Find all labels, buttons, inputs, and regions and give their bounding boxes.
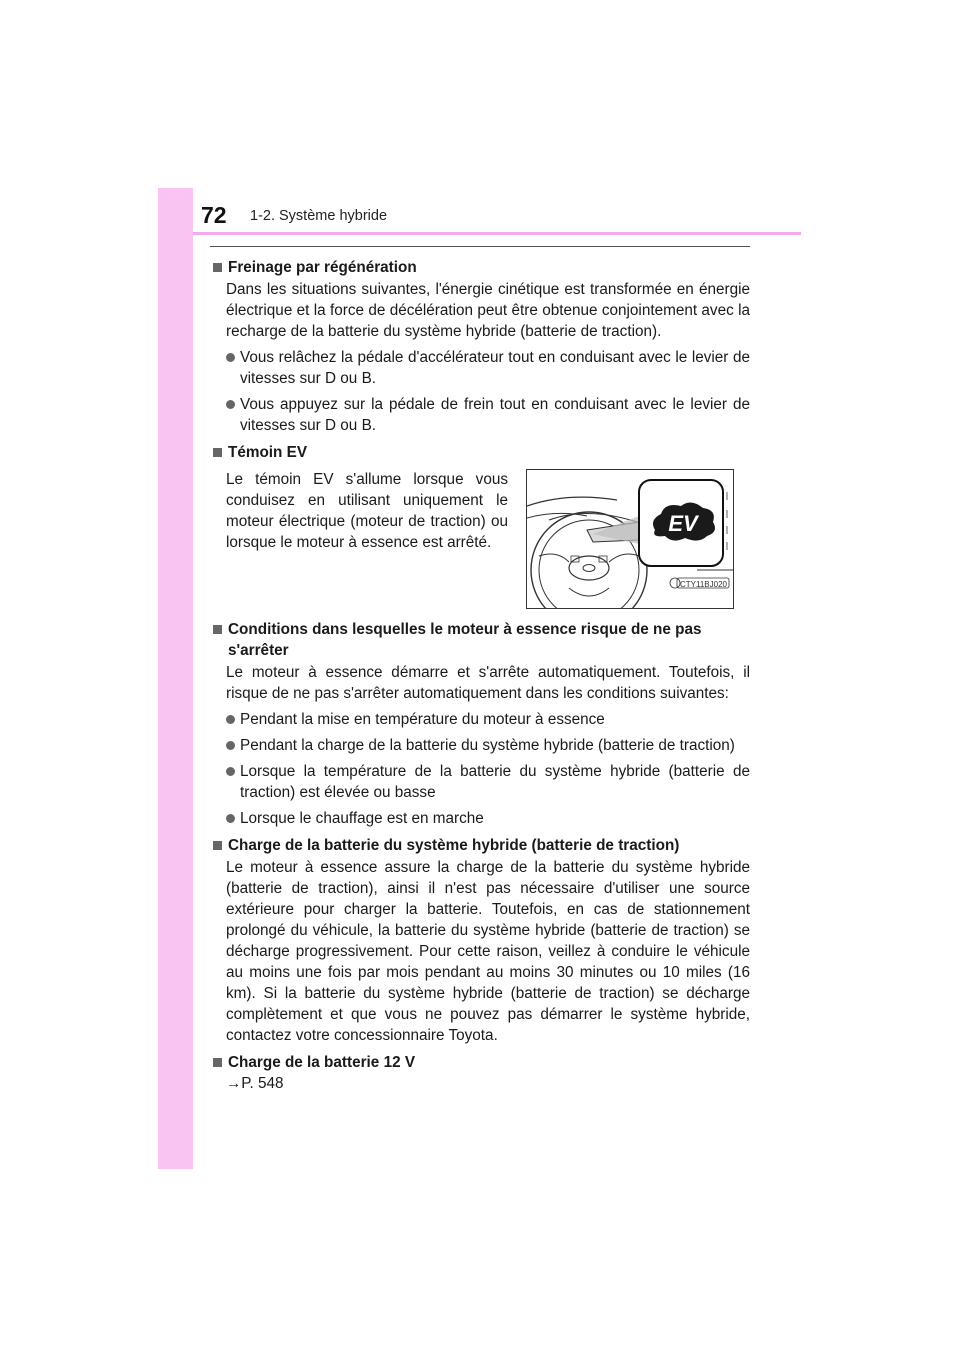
page-reference-link[interactable]: →P. 548: [226, 1075, 284, 1092]
paragraph: Le moteur à essence assure la charge de la batterie du système hybride (batterie de traction), ainsi il n'est pas nécessaire d'utiliser une source extérieure pour charger la batterie. Toutefois, en cas de stationnement prolongé du véhicule, la batterie du système hybride (batterie de traction) se décharge progressivement. Pour cette raison, veillez à conduire le véhicule au moins une fois par mois pendant au moins 30 minutes ou 10 miles (16 km). Si la batterie du système hybride (batterie de traction) se décharge complètement et que vous ne pouvez pas démarrer le système hybride, contactez votre concessionnaire Toyota.: [226, 859, 750, 1044]
figure-code: CTY11BJ020: [680, 580, 727, 589]
list-item-text: Lorsque la température de la batterie du système hybride (batterie de traction) est élevée ou basse: [240, 763, 750, 801]
circle-bullet-icon: [226, 353, 235, 362]
ev-indicator-figure: [526, 469, 734, 609]
square-bullet-icon: [213, 263, 222, 272]
section-hybrid-battery-charge: [210, 835, 750, 1046]
list-item: [226, 347, 750, 389]
ev-row: [210, 469, 750, 609]
list-item: [226, 808, 750, 829]
square-bullet-icon: [213, 841, 222, 850]
list-item-text: Vous appuyez sur la pédale de frein tout en conduisant avec le levier de vitesses sur D ou B.: [240, 396, 750, 434]
section-heading: [210, 835, 750, 856]
heading-text: Témoin EV: [228, 444, 308, 461]
list-item: [226, 709, 750, 730]
square-bullet-icon: [213, 625, 222, 634]
section-heading: [210, 442, 750, 463]
circle-bullet-icon: [226, 400, 235, 409]
paragraph: Dans les situations suivantes, l'énergie cinétique est transformée en énergie électrique et la force de décélération peut être obtenue conjointement avec la recharge de la batterie du système hybride (batterie de traction).: [226, 281, 750, 340]
list-item-text: Lorsque le chauffage est en marche: [240, 810, 484, 827]
circle-bullet-icon: [226, 814, 235, 823]
heading-text: Freinage par régénération: [228, 259, 417, 276]
heading-text: Charge de la batterie du système hybride (batterie de traction): [228, 837, 680, 854]
list-item-text: Vous relâchez la pédale d'accélérateur tout en conduisant avec le levier de vitesses sur D ou B.: [240, 349, 750, 387]
ev-indicator-icon: EV: [668, 511, 698, 536]
section-heading: [210, 1052, 750, 1073]
page-content: [210, 257, 750, 1094]
heading-text: Conditions dans lesquelles le moteur à essence risque de ne pas s'arrêter: [228, 621, 702, 659]
circle-bullet-icon: [226, 741, 235, 750]
section-title: 1-2. Système hybride: [250, 208, 388, 224]
side-tab-band: [158, 188, 193, 1169]
paragraph: Le témoin EV s'allume lorsque vous conduisez en utilisant uniquement le moteur électrique (moteur de traction) ou lorsque le moteur à essence est arrêté.: [226, 471, 508, 551]
paragraph: Le moteur à essence démarre et s'arrête automatiquement. Toutefois, il risque de ne pas s'arrêter automatiquement dans les conditions suivantes:: [226, 664, 750, 702]
section-engine-stop-conditions: [210, 619, 750, 829]
section-heading: [210, 619, 750, 661]
circle-bullet-icon: [226, 715, 235, 724]
section-heading: [210, 257, 750, 278]
list-item: [226, 735, 750, 756]
heading-text: Charge de la batterie 12 V: [228, 1054, 416, 1071]
list-item-text: Pendant la mise en température du moteur à essence: [240, 711, 605, 728]
section-ev-indicator: [210, 442, 750, 609]
square-bullet-icon: [213, 1058, 222, 1067]
list-item-text: Pendant la charge de la batterie du système hybride (batterie de traction): [240, 737, 735, 754]
header-rule: [193, 232, 801, 235]
section-regenerative-braking: [210, 257, 750, 436]
content-divider: [210, 246, 750, 247]
list-item: [226, 761, 750, 803]
circle-bullet-icon: [226, 767, 235, 776]
list-item: [226, 394, 750, 436]
page-number: 72: [201, 202, 227, 228]
section-12v-battery-charge: [210, 1052, 750, 1094]
square-bullet-icon: [213, 448, 222, 457]
